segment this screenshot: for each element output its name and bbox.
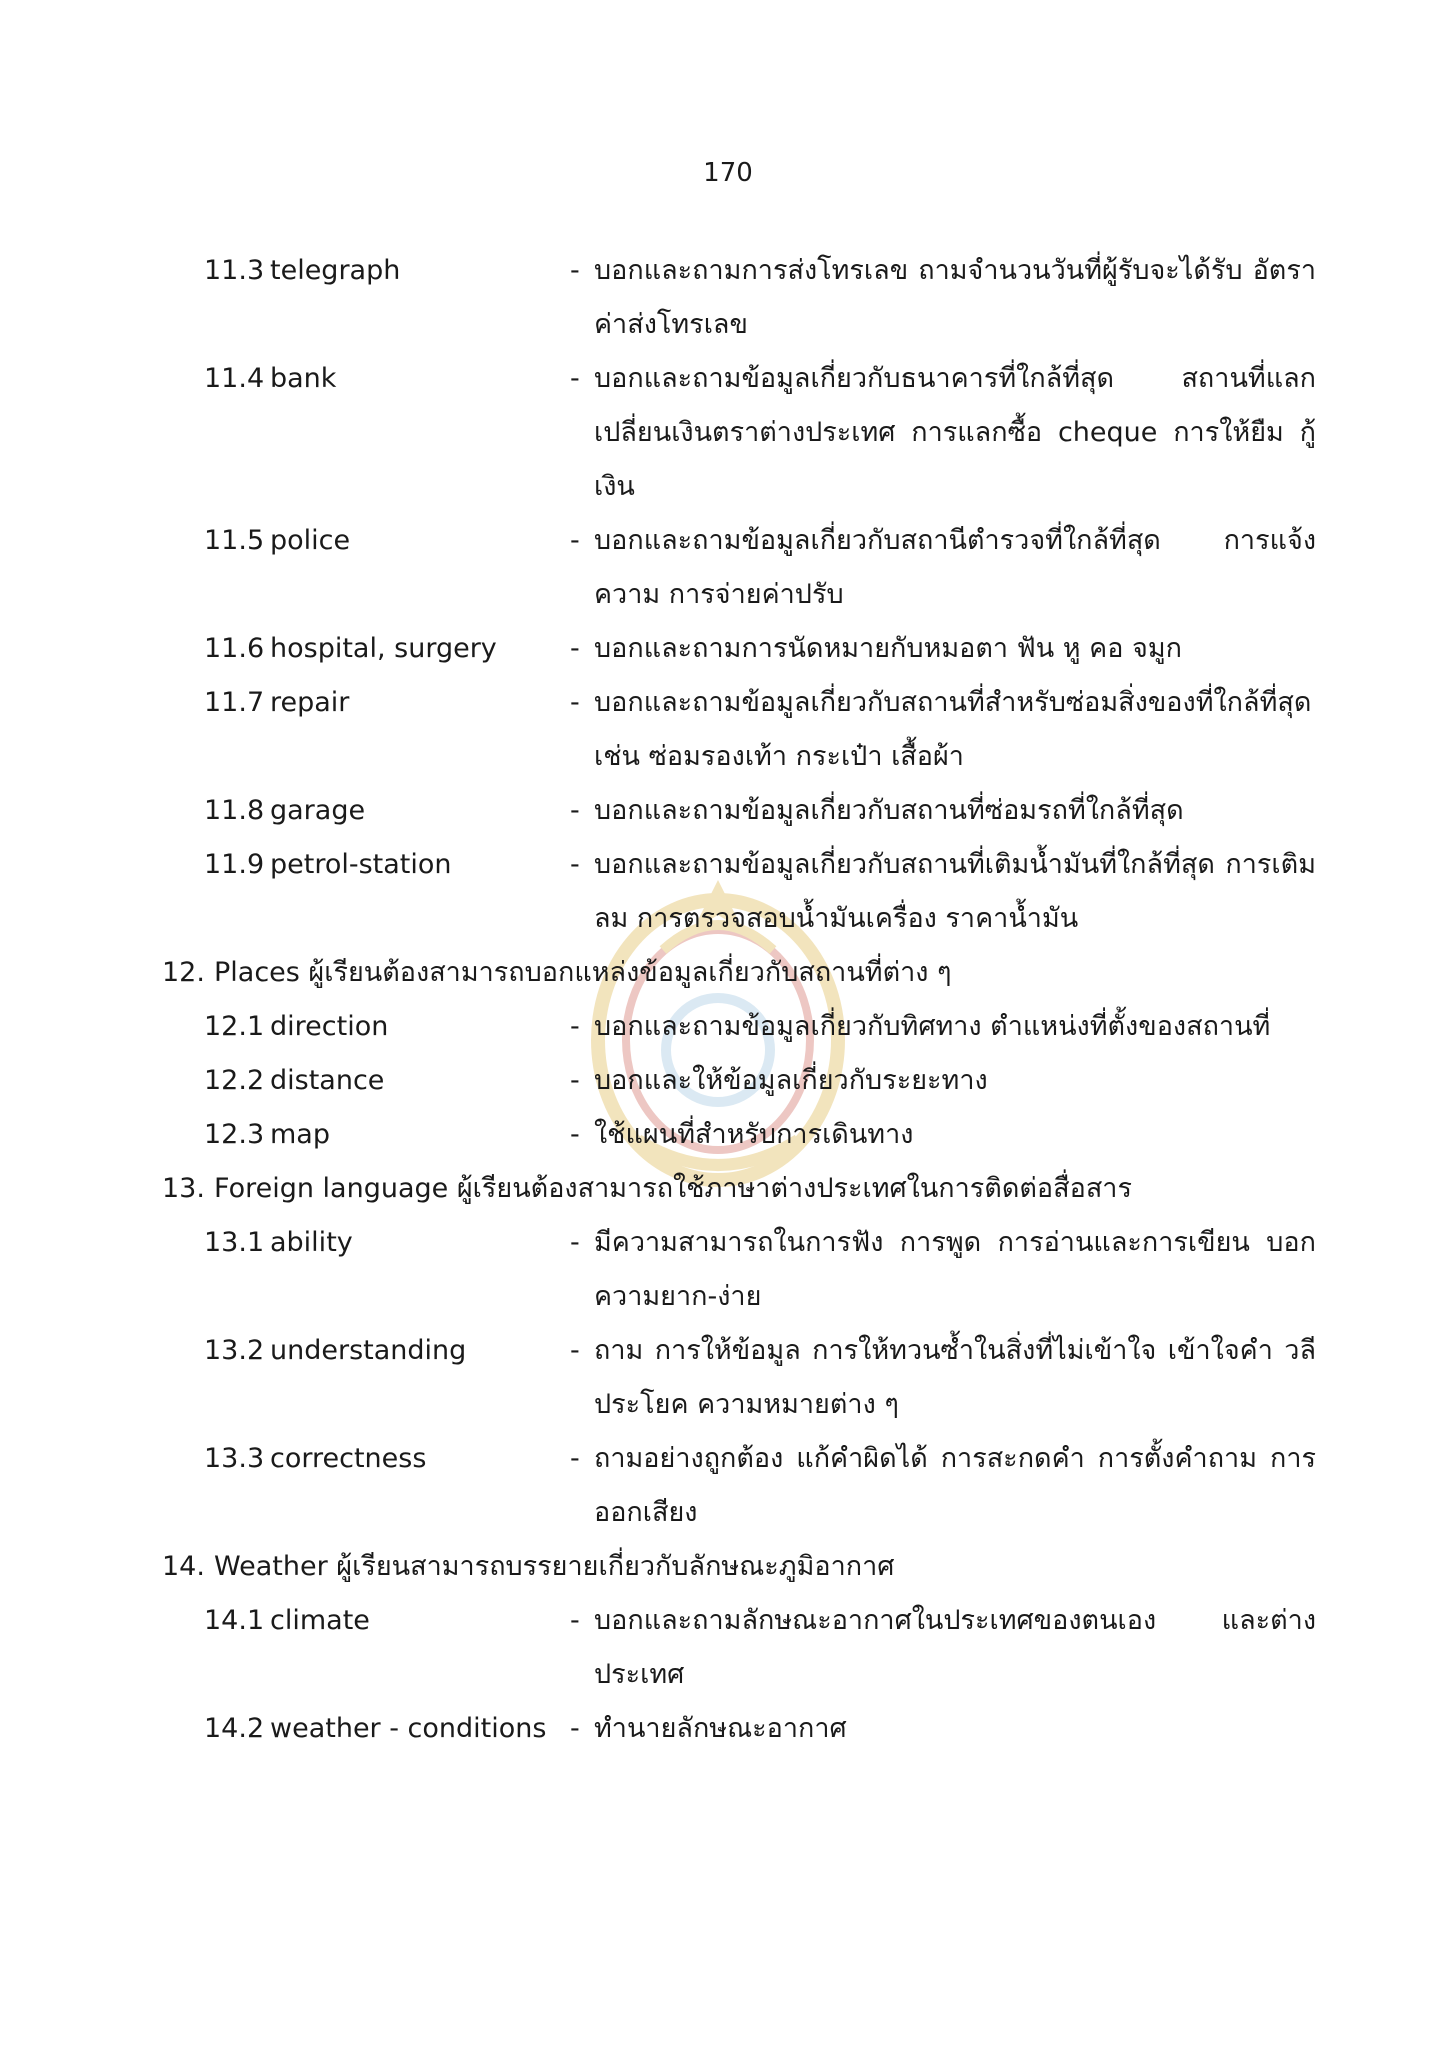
topic-number: 11.3 xyxy=(204,255,265,286)
topic-entry xyxy=(0,784,1456,838)
topic-term xyxy=(204,622,497,676)
topic-entry xyxy=(0,676,1456,784)
topic-description: บอกและถามข้อมูลเกี่ยวกับสถานที่ซ่อมรถที่ใกล้ที่สุด xyxy=(594,795,1184,826)
section-title: Foreign language ผู้เรียนต้องสามารถใช้ภาษาต่างประเทศในการติดต่อสื่อสาร xyxy=(214,1173,1132,1204)
topic-number: 12.2 xyxy=(204,1065,265,1096)
dash-separator: - xyxy=(570,255,580,286)
topic-term xyxy=(204,1594,370,1648)
section-heading xyxy=(0,946,1456,1000)
topic-entry xyxy=(0,514,1456,622)
topic-entry xyxy=(0,1108,1456,1162)
topic-entry xyxy=(0,1432,1456,1540)
topic-term xyxy=(204,1054,384,1108)
topic-term xyxy=(204,1324,466,1378)
topic-label: police xyxy=(270,525,351,556)
dash-separator: - xyxy=(570,849,580,880)
topic-term xyxy=(204,1000,388,1054)
topic-entry xyxy=(0,622,1456,676)
topic-number: 11.8 xyxy=(204,795,265,826)
dash-separator: - xyxy=(570,1011,580,1042)
topic-description: ทำนายลักษณะอากาศ xyxy=(594,1713,847,1744)
topic-number: 13.3 xyxy=(204,1443,265,1474)
topic-entry xyxy=(0,1000,1456,1054)
section-heading xyxy=(0,1540,1456,1594)
topic-entry xyxy=(0,838,1456,946)
topic-entry xyxy=(0,244,1456,352)
topic-description: บอกและให้ข้อมูลเกี่ยวกับระยะทาง xyxy=(594,1065,988,1096)
dash-separator: - xyxy=(570,795,580,826)
dash-separator: - xyxy=(570,525,580,556)
topic-label: bank xyxy=(270,363,337,394)
topic-entry xyxy=(0,1594,1456,1702)
section-title: Weather ผู้เรียนสามารถบรรยายเกี่ยวกับลักษณะภูมิอากาศ xyxy=(214,1551,895,1582)
topic-number: 12.1 xyxy=(204,1011,265,1042)
topic-term xyxy=(204,514,350,568)
topic-number: 14.1 xyxy=(204,1605,265,1636)
topic-label: hospital, surgery xyxy=(270,633,497,664)
dash-separator: - xyxy=(570,1119,580,1150)
dash-separator: - xyxy=(570,1065,580,1096)
topic-term xyxy=(204,784,365,838)
topic-entry xyxy=(0,1324,1456,1432)
topic-label: direction xyxy=(270,1011,389,1042)
topic-entry xyxy=(0,1216,1456,1324)
topic-entry xyxy=(0,352,1456,514)
section-heading xyxy=(0,1162,1456,1216)
dash-separator: - xyxy=(570,687,580,718)
topic-label: garage xyxy=(270,795,366,826)
section-number: 13. xyxy=(162,1173,205,1204)
section-number: 12. xyxy=(162,957,205,988)
topic-term xyxy=(204,1216,353,1270)
topic-term xyxy=(204,1702,546,1756)
topic-description: ใช้แผนที่สำหรับการเดินทาง xyxy=(594,1119,914,1150)
topic-number: 11.7 xyxy=(204,687,265,718)
topic-description: บอกและถามลักษณะอากาศในประเทศของตนเอง และต่างประเทศ xyxy=(594,1605,1316,1690)
page-number: 170 xyxy=(703,158,753,188)
topic-term xyxy=(204,1108,330,1162)
dash-separator: - xyxy=(570,1713,580,1744)
topic-label: map xyxy=(270,1119,330,1150)
dash-separator: - xyxy=(570,1443,580,1474)
topic-description: บอกและถามข้อมูลเกี่ยวกับสถานที่สำหรับซ่อมสิ่งของที่ใกล้ที่สุด เช่น ซ่อมรองเท้า กระเป๋า เสื้อผ้า xyxy=(594,687,1312,772)
topic-term xyxy=(204,352,336,406)
dash-separator: - xyxy=(570,1335,580,1366)
topic-number: 11.9 xyxy=(204,849,265,880)
topic-description: บอกและถามการนัดหมายกับหมอตา ฟัน หู คอ จมูก xyxy=(594,633,1182,664)
topic-label: climate xyxy=(270,1605,370,1636)
topic-label: repair xyxy=(270,687,350,718)
topic-label: correctness xyxy=(270,1443,427,1474)
topic-number: 11.4 xyxy=(204,363,265,394)
topic-description: ถาม การให้ข้อมูล การให้ทวนซ้ำในสิ่งที่ไม่เข้าใจ เข้าใจคำ วลี ประโยค ความหมายต่าง ๆ xyxy=(594,1335,1316,1420)
dash-separator: - xyxy=(570,363,580,394)
topic-term xyxy=(204,1432,426,1486)
topic-term xyxy=(204,676,349,730)
topic-description: บอกและถามข้อมูลเกี่ยวกับทิศทาง ตำแหน่งที่ตั้งของสถานที่ xyxy=(594,1011,1271,1042)
topic-term xyxy=(204,244,400,298)
topic-description: บอกและถามข้อมูลเกี่ยวกับสถานีตำรวจที่ใกล้ที่สุด การแจ้งความ การจ่ายค่าปรับ xyxy=(594,525,1316,610)
topic-label: petrol-station xyxy=(270,849,452,880)
topic-description: มีความสามารถในการฟัง การพูด การอ่านและการเขียน บอกความยาก-ง่าย xyxy=(594,1227,1316,1312)
topic-entry xyxy=(0,1054,1456,1108)
topic-label: weather - conditions xyxy=(270,1713,547,1744)
document-body xyxy=(0,244,1456,1756)
topic-description: บอกและถามข้อมูลเกี่ยวกับสถานที่เติมน้ำมันที่ใกล้ที่สุด การเติมลม การตรวจสอบน้ำมันเครื่อง ราคาน้ำมัน xyxy=(594,849,1316,934)
topic-number: 13.1 xyxy=(204,1227,265,1258)
topic-term xyxy=(204,838,452,892)
dash-separator: - xyxy=(570,633,580,664)
dash-separator: - xyxy=(570,1605,580,1636)
topic-number: 11.5 xyxy=(204,525,265,556)
topic-description: บอกและถามการส่งโทรเลข ถามจำนวนวันที่ผู้รับจะได้รับ อัตราค่าส่งโทรเลข xyxy=(594,255,1316,340)
topic-number: 12.3 xyxy=(204,1119,265,1150)
topic-entry xyxy=(0,1702,1456,1756)
dash-separator: - xyxy=(570,1227,580,1258)
topic-description: บอกและถามข้อมูลเกี่ยวกับธนาคารที่ใกล้ที่สุด สถานที่แลกเปลี่ยนเงินตราต่างประเทศ การแลกซื้อ cheque การให้ยืม กู้เงิน xyxy=(594,363,1316,502)
topic-number: 13.2 xyxy=(204,1335,265,1366)
topic-label: understanding xyxy=(270,1335,467,1366)
topic-label: ability xyxy=(270,1227,353,1258)
topic-description: ถามอย่างถูกต้อง แก้คำผิดได้ การสะกดคำ การตั้งคำถาม การออกเสียง xyxy=(594,1443,1316,1528)
topic-label: distance xyxy=(270,1065,385,1096)
topic-number: 11.6 xyxy=(204,633,265,664)
topic-label: telegraph xyxy=(270,255,401,286)
section-number: 14. xyxy=(162,1551,205,1582)
topic-number: 14.2 xyxy=(204,1713,265,1744)
section-title: Places ผู้เรียนต้องสามารถบอกแหล่งข้อมูลเกี่ยวกับสถานที่ต่าง ๆ xyxy=(214,957,952,988)
